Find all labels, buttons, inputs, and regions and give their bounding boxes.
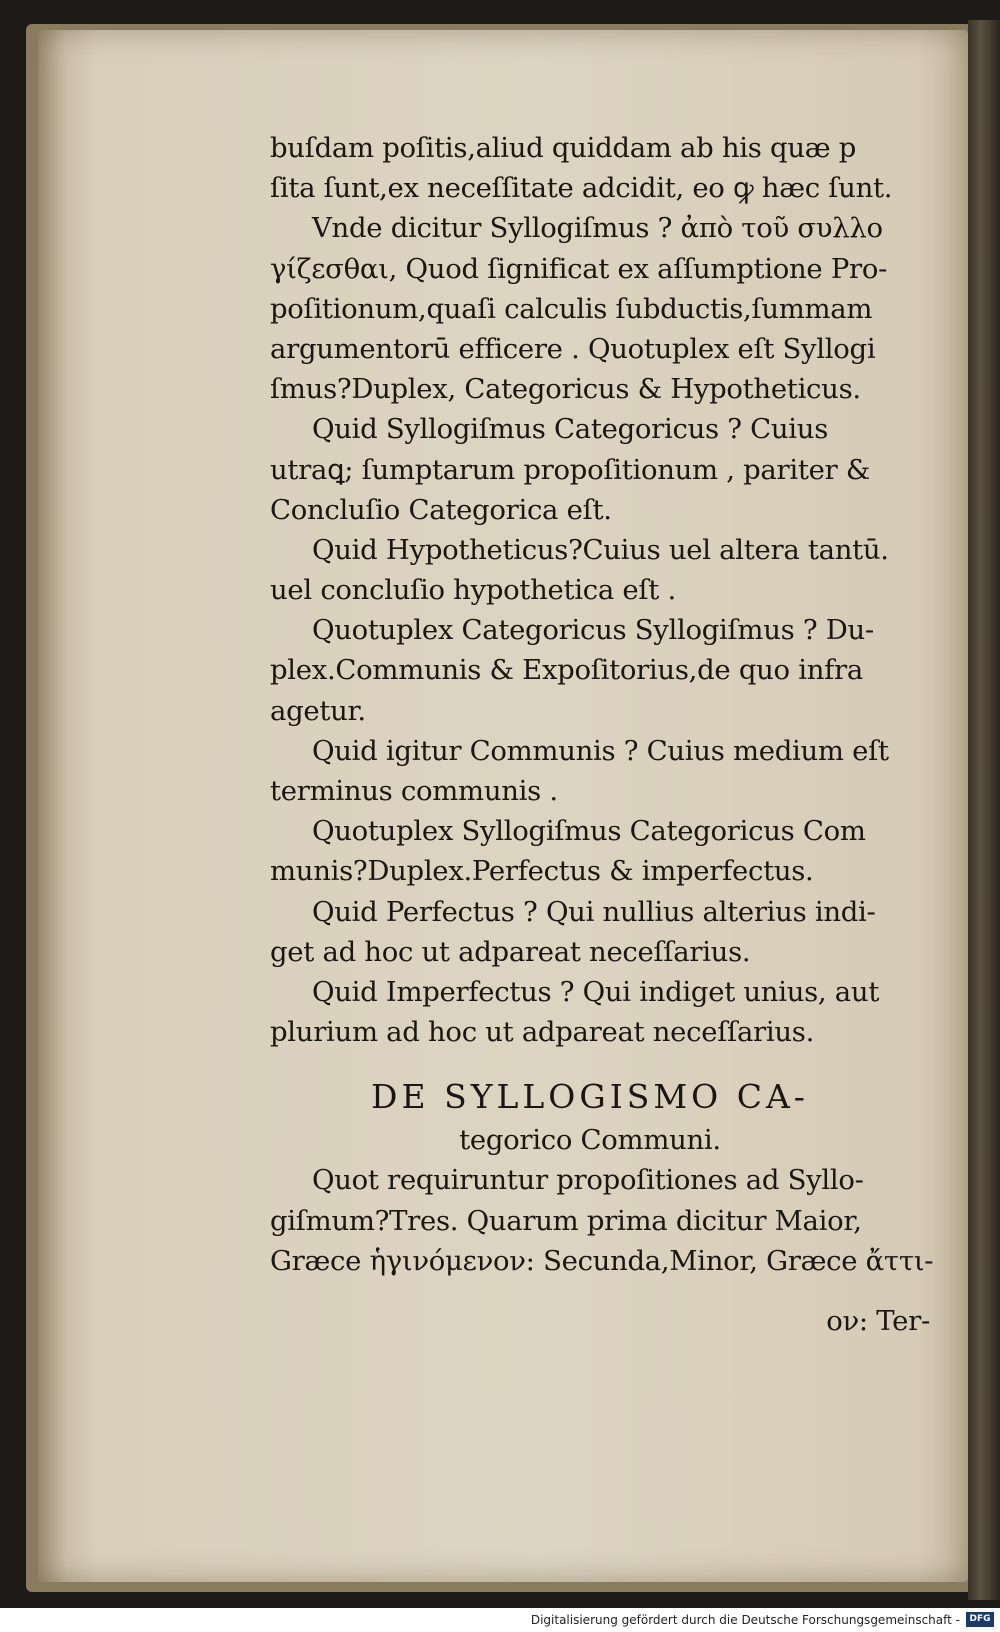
text-line: plurium ad hoc ut adpareat neceſſarius. bbox=[270, 1016, 815, 1049]
text-line: Quid Hypotheticus?Cuius uel altera tantū. bbox=[312, 533, 889, 566]
text-line: plex.Communis & Expoſitorius,de quo infra bbox=[270, 654, 863, 687]
text-line: ſmus?Duplex, Categoricus & Hypotheticus. bbox=[270, 373, 861, 406]
page-text bbox=[270, 128, 975, 1341]
footer-bar bbox=[0, 1608, 1000, 1632]
dfg-logo: DFG bbox=[966, 1612, 994, 1627]
text-line bbox=[270, 1281, 975, 1301]
text-line: ſita ſunt,ex neceſſitate adcidit, eo ꝙ hæc ſunt. bbox=[270, 172, 893, 205]
text-line: poſitionum,quaſi calculis ſubductis,ſummam bbox=[270, 292, 873, 325]
text-line: Quid Imperfectus ? Qui indiget unius, aut bbox=[312, 975, 880, 1008]
text-line: ον: Ter- bbox=[826, 1304, 930, 1337]
text-line: Quot requiruntur propoſitiones ad Syllo- bbox=[312, 1164, 864, 1197]
text-line: argumentorū efficere . Quotuplex eſt Syllogi bbox=[270, 332, 876, 365]
text-line: Quid Perfectus ? Qui nullius alterius indi- bbox=[312, 895, 876, 928]
text-line: Vnde dicitur Syllogiſmus ? ἀπὸ τοῦ συλλο bbox=[312, 212, 883, 245]
text-line: Quid igitur Communis ? Cuius medium eſt bbox=[312, 734, 889, 767]
text-line: munis?Duplex.Perfectus & imperfectus. bbox=[270, 855, 814, 888]
text-line: get ad hoc ut adpareat neceſſarius. bbox=[270, 935, 751, 968]
section-heading: DE SYLLOGISMO CA- bbox=[371, 1077, 809, 1117]
text-line: terminus communis . bbox=[270, 775, 558, 807]
text-line: Concluſio Categorica eſt. bbox=[270, 493, 612, 526]
text-line: Græce ἡγινόμενον: Secunda,Minor, Græce ἄττι- bbox=[270, 1244, 934, 1277]
text-line: Quotuplex Syllogiſmus Categoricus Com bbox=[312, 815, 866, 848]
text-line: Quotuplex Categoricus Syllogiſmus ? Du- bbox=[312, 614, 874, 647]
text-line: uel concluſio hypothetica eſt . bbox=[270, 574, 676, 607]
text-line: Quid Syllogiſmus Categoricus ? Cuius bbox=[312, 413, 829, 446]
text-line: giſmum?Tres. Quarum prima dicitur Maior, bbox=[270, 1204, 862, 1237]
funding-credit: Digitalisierung gefördert durch die Deutsche Forschungsgemeinschaft - bbox=[530, 1613, 960, 1627]
text-line: agetur. bbox=[270, 694, 366, 727]
text-line: γίζεσθαι, Quod ſignificat ex aſſumptione Pro- bbox=[270, 252, 888, 285]
text-line: utraꝗ; ſumptarum propoſitionum , pariter & bbox=[270, 453, 871, 486]
section-subheading: tegorico Communi. bbox=[459, 1124, 721, 1157]
text-line: buſdam poſitis,aliud quiddam ab his quæ p bbox=[270, 132, 857, 164]
